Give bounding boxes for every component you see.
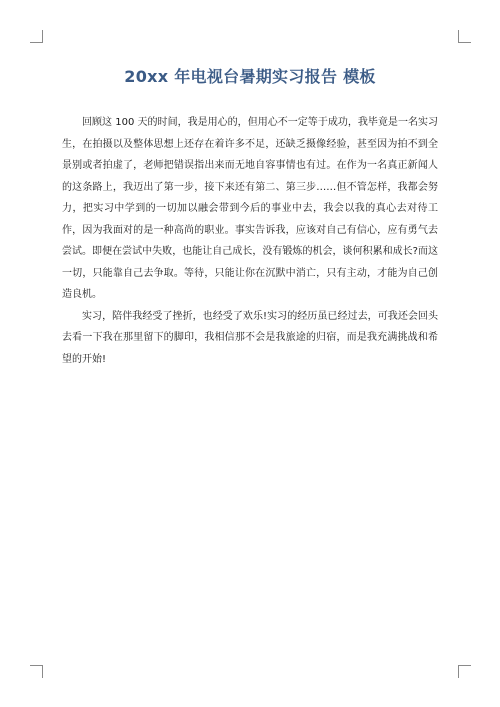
document-title: 20xx 年电视台暑期实习报告 模板: [124, 67, 376, 86]
paragraph-2: 实习，陪伴我经受了挫折，也经受了欢乐!实习的经历虽已经过去，可我还会回头去看一下我在那里留下的脚印，我相信那不会是我旅途的归宿，而是我充满挑战和希望的开始!: [62, 310, 438, 365]
paragraph-1: 回顾这 100 天的时间，我是用心的，但用心不一定等于成功，我毕竟是一名实习生，在拍摄以及整体思想上还存在着许多不足，还缺乏摄像经验，甚至因为拍不到全景别或者拍虚了，老师把错误指出来而无地自容事情也有过。在作为一名真正新闻人的这条路上，我迈出了第一步，接下来还有第二、第三步……但不管怎样，我都会努力，把实习中学到的一切加以融会带到今后的事业中去，我会以我的真心去对待工作，因为我面对的是一种高尚的职业。事实告诉我，应该对自己有信心，应有勇气去尝试。即便在尝试中失败，也能让自己成长，没有锻炼的机会，谈何积累和成长?而这一切，只能靠自己去争取。等待，只能让你在沉默中消亡，只有主动，才能为自己创造良机。: [62, 117, 438, 300]
crop-mark-bottom-right: [458, 665, 471, 678]
crop-mark-top-right: [458, 30, 471, 43]
crop-mark-bottom-left: [30, 665, 43, 678]
crop-mark-top-left: [30, 30, 43, 43]
document-body: [62, 112, 438, 370]
